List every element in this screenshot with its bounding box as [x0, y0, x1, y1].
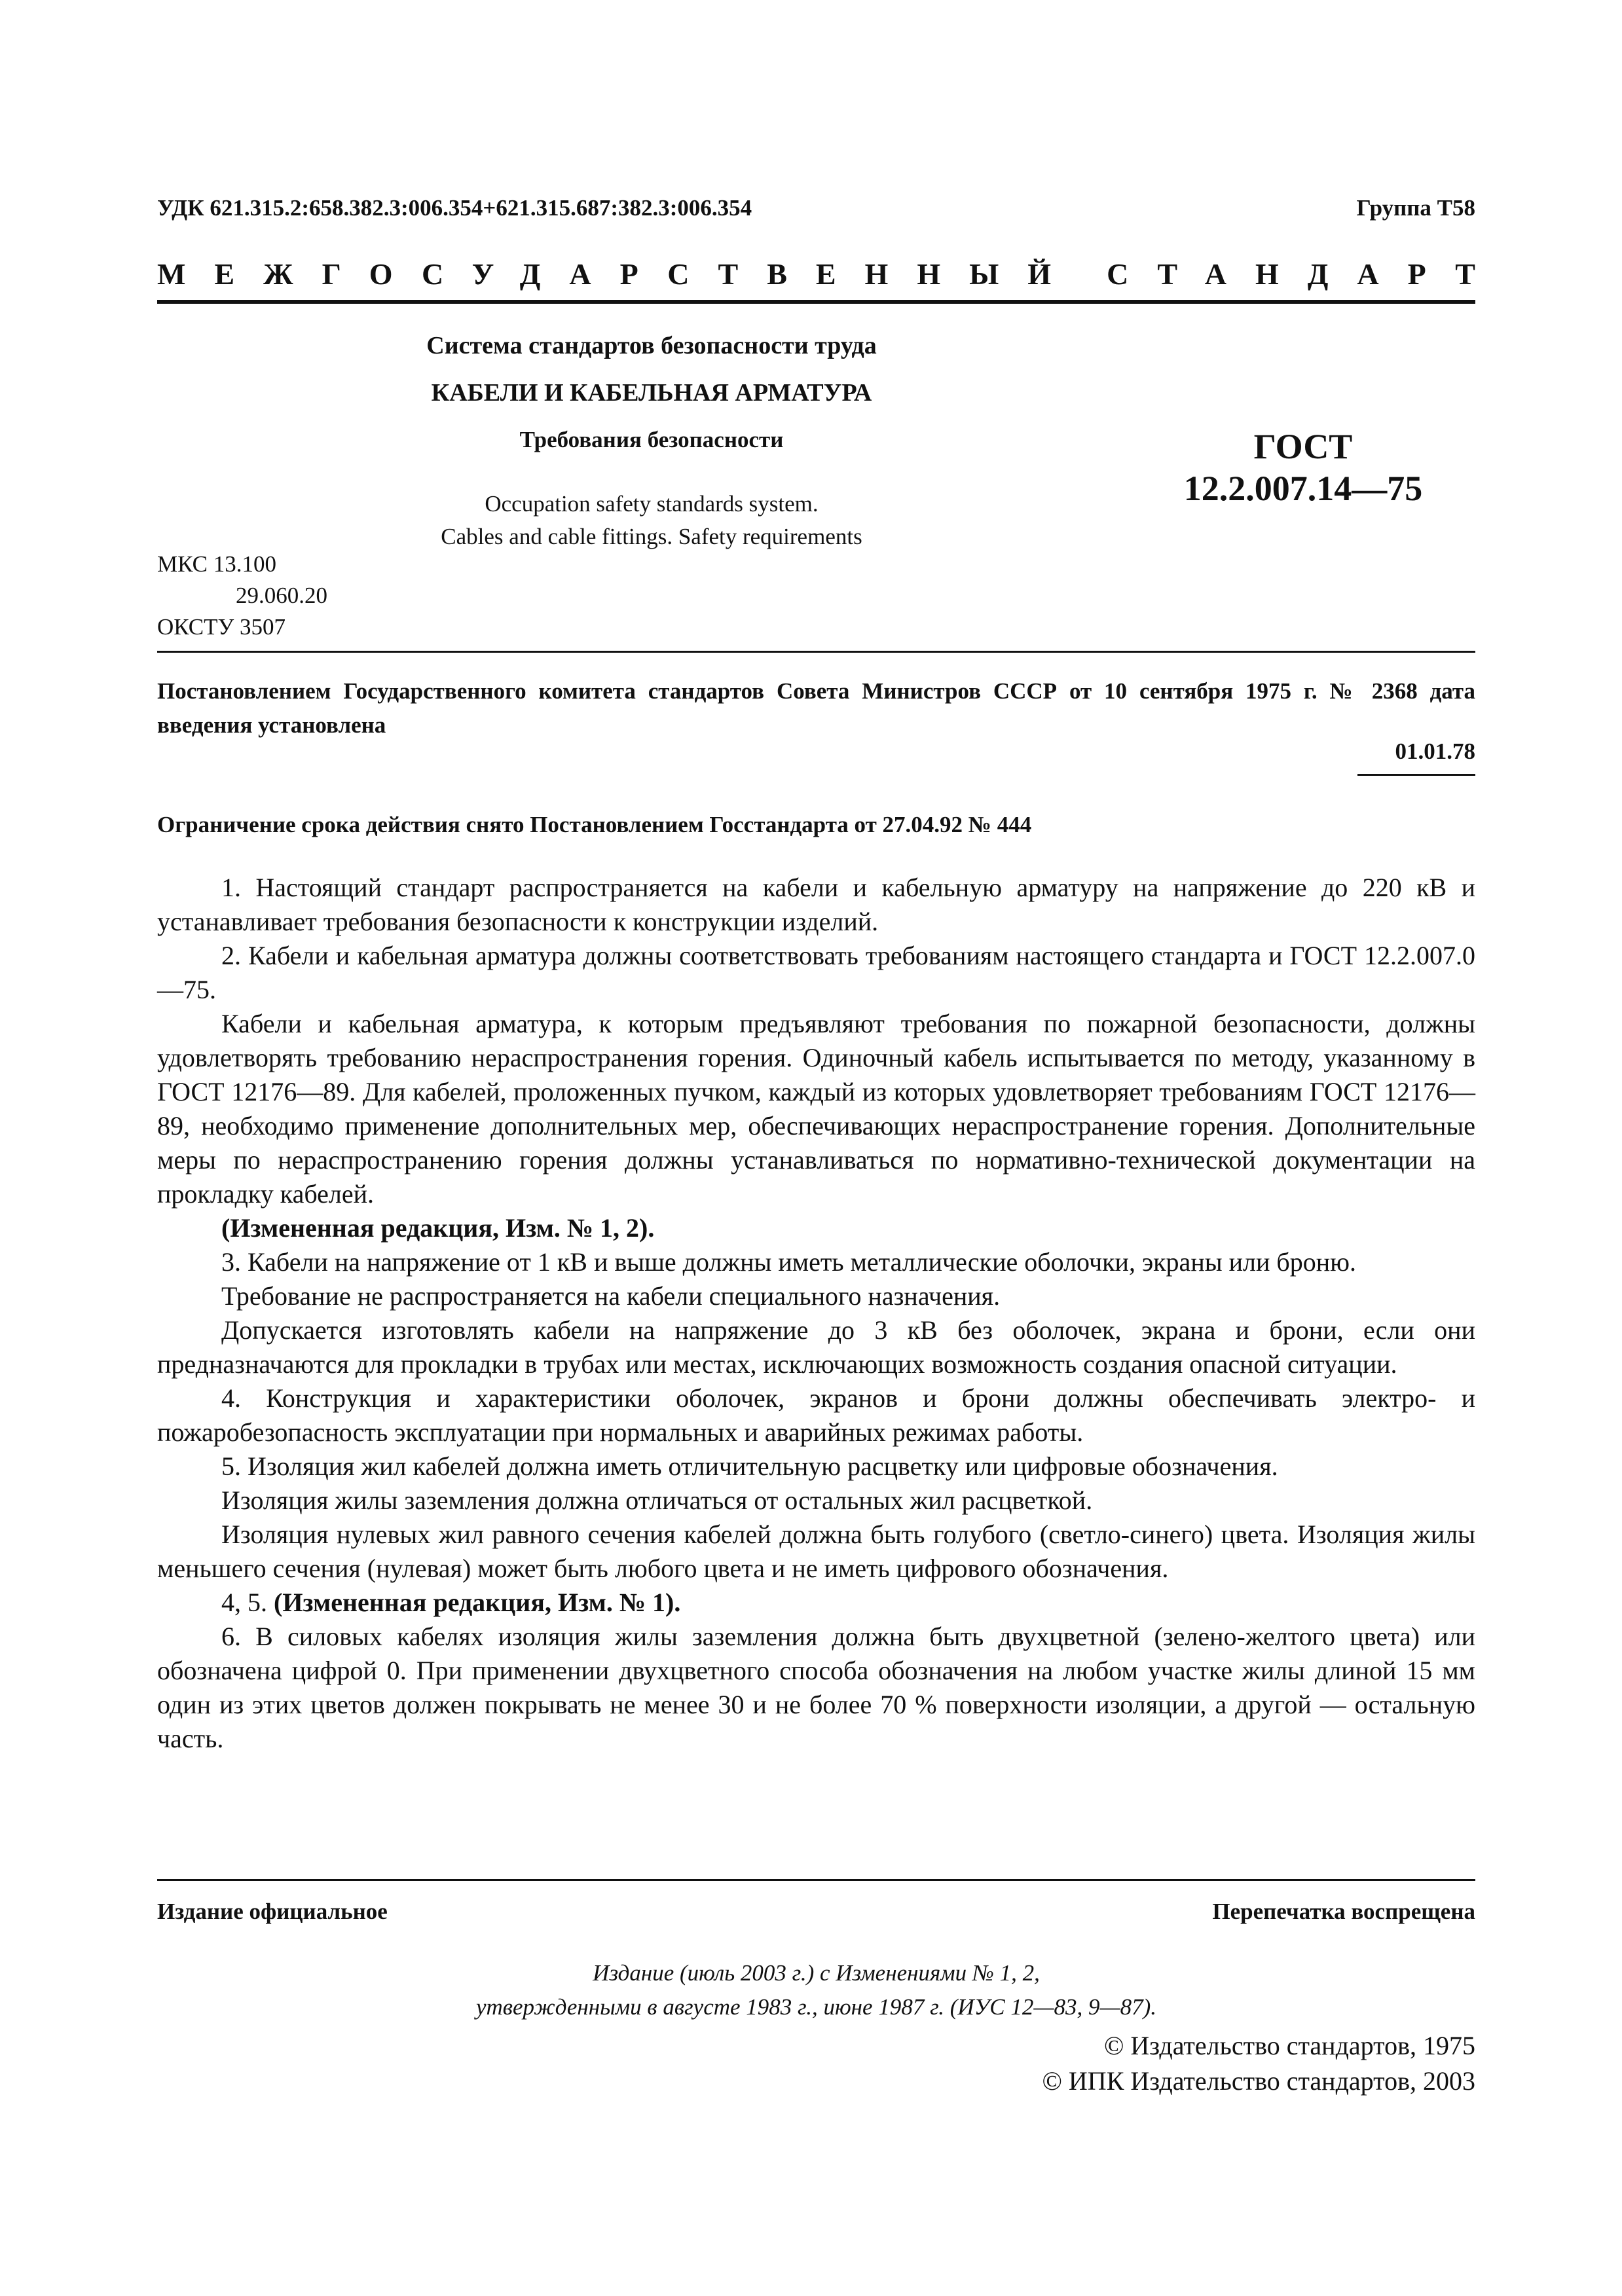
standard-body — [157, 871, 1475, 1756]
decree-text: Постановлением Государственного комитета стандартов Совета Министров СССР от 10 сентября 1975 г. № 2368 дата введения установлена — [157, 678, 1475, 738]
standard-type-heading — [157, 257, 1504, 291]
footer-divider — [157, 1879, 1475, 1881]
copyright-1975: © Издательство стандартов, 1975 — [1103, 2031, 1475, 2060]
clause-6: 6. В силовых кабелях изоляция жилы заземления должна быть двухцветной (зелено-желтого цвета) или обозначена цифрой 0. При применении двухцветного способа обозначения на любом участке жилы длиной 15 мм один из этих цветов должен покрывать не менее 30 и не более 70 % поверхности изоляции, а другой — остальную часть. — [157, 1622, 1475, 1753]
english-title-line-1: Occupation safety standards system. — [485, 491, 819, 517]
system-title: Система стандартов безопасности труда — [426, 332, 877, 359]
clause-5-ground: Изоляция жилы заземления должна отличаться от остальных жил расцветкой. — [221, 1485, 1093, 1515]
clause-4: 4. Конструкция и характеристики оболочек, экранов и брони должны обеспечивать электро- и пожаробезопасность эксплуатации при нормальных и аварийных режимах работы. — [157, 1383, 1475, 1447]
clause-3-exception: Требование не распространяется на кабели специального назначения. — [221, 1281, 1001, 1311]
clause-2-fire-safety: Кабели и кабельная арматура, к которым предъявляют требования по пожарной безопасности, должны удовлетворять требованию нераспространения горения. Одиночный кабель испытывается по методу, указанному в ГОСТ 12176—89. Для кабелей, проложенных пучком, каждый из которых удовлетворяет требованиям ГОСТ 12176—89, необходимо применение дополнительных мер, обеспечивающих нераспространение горения. Дополнительные меры по нераспространению горения должны устанавливаться по нормативно-технической документации на прокладку кабелей. — [157, 1009, 1475, 1209]
clause-1: 1. Настоящий стандарт распространяется на кабели и кабельную арматуру на напряжение до 220 кВ и устанавливает требования безопасности к конструкции изделий. — [157, 873, 1475, 936]
english-title — [341, 488, 963, 553]
clause-3: 3. Кабели на напряжение от 1 кВ и выше должны иметь металлические оболочки, экраны или броню. — [221, 1247, 1357, 1277]
standard-type-word-2 — [1107, 257, 1504, 291]
top-divider — [157, 300, 1475, 304]
clause-3-allowance: Допускается изготовлять кабели на напряжение до 3 кВ без оболочек, экрана и брони, если они предназначаются для прокладки в трубах или местах, исключающих возможность создания опасной ситуации. — [157, 1315, 1475, 1379]
classification-codes — [157, 549, 327, 643]
standard-type-word-2-text: СТАНДАРТ — [1107, 257, 1504, 291]
standard-type-word-1 — [157, 257, 1080, 291]
clause-5: 5. Изоляция жил кабелей должна иметь отличительную расцветку или цифровые обозначения. — [221, 1451, 1278, 1481]
clause-5-neutral: Изоляция нулевых жил равного сечения кабелей должна быть голубого (светло-синего) цвета. Изоляция жилы меньшего сечения (нулевая) может быть любого цвета и не иметь цифрового обозначения. — [157, 1520, 1475, 1583]
copyright-block — [1042, 2028, 1475, 2099]
limitation-note: Ограничение срока действия снято Постановлением Госстандарта от 27.04.92 № 444 — [157, 812, 1032, 837]
copyright-2003: © ИПК Издательство стандартов, 2003 — [1042, 2066, 1475, 2096]
mks-code-2: 29.060.20 — [236, 583, 327, 608]
classification-divider — [157, 651, 1475, 653]
okstu-code: ОКСТУ 3507 — [157, 614, 286, 640]
reprint-prohibited-label: Перепечатка воспрещена — [1212, 1899, 1475, 1924]
amendment-note-2 — [157, 1586, 1475, 1620]
effective-date: 01.01.78 — [1395, 738, 1475, 764]
subtitle: Требования безопасности — [519, 427, 784, 452]
udk-code: УДК 621.315.2:658.382.3:006.354+621.315.687:382.3:006.354 — [157, 195, 752, 221]
standard-type-word-1-text: МЕЖГОСУДАРСТВЕННЫЙ — [157, 257, 1080, 291]
amendment-note-2-prefix: 4, 5. — [221, 1588, 274, 1617]
gost-code: 12.2.007.14—75 — [1183, 469, 1423, 508]
main-title: КАБЕЛИ И КАБЕЛЬНАЯ АРМАТУРА — [431, 379, 872, 407]
mks-code-1: МКС 13.100 — [157, 551, 276, 577]
effective-date-underline — [1357, 774, 1475, 776]
english-title-line-2: Cables and cable fittings. Safety requirements — [441, 524, 862, 549]
edition-line-1: Издание (июль 2003 г.) с Изменениями № 1, 2, — [593, 1960, 1040, 1986]
amendment-note-2-text: (Измененная редакция, Изм. № 1). — [274, 1588, 681, 1617]
official-edition-label: Издание официальное — [157, 1899, 388, 1924]
group-code: Группа Т58 — [1356, 195, 1475, 221]
amendment-note-1: (Измененная редакция, Изм. № 1, 2). — [221, 1213, 655, 1243]
edition-line-2: утвержденными в августе 1983 г., июне 1987 г. (ИУС 12—83, 9—87). — [475, 1994, 1156, 2020]
gost-number — [1166, 426, 1441, 509]
gost-label: ГОСТ — [1253, 427, 1353, 466]
edition-info — [157, 1956, 1475, 2024]
clause-2: 2. Кабели и кабельная арматура должны соответствовать требованиям настоящего стандарта и ГОСТ 12.2.007.0—75. — [157, 941, 1475, 1004]
